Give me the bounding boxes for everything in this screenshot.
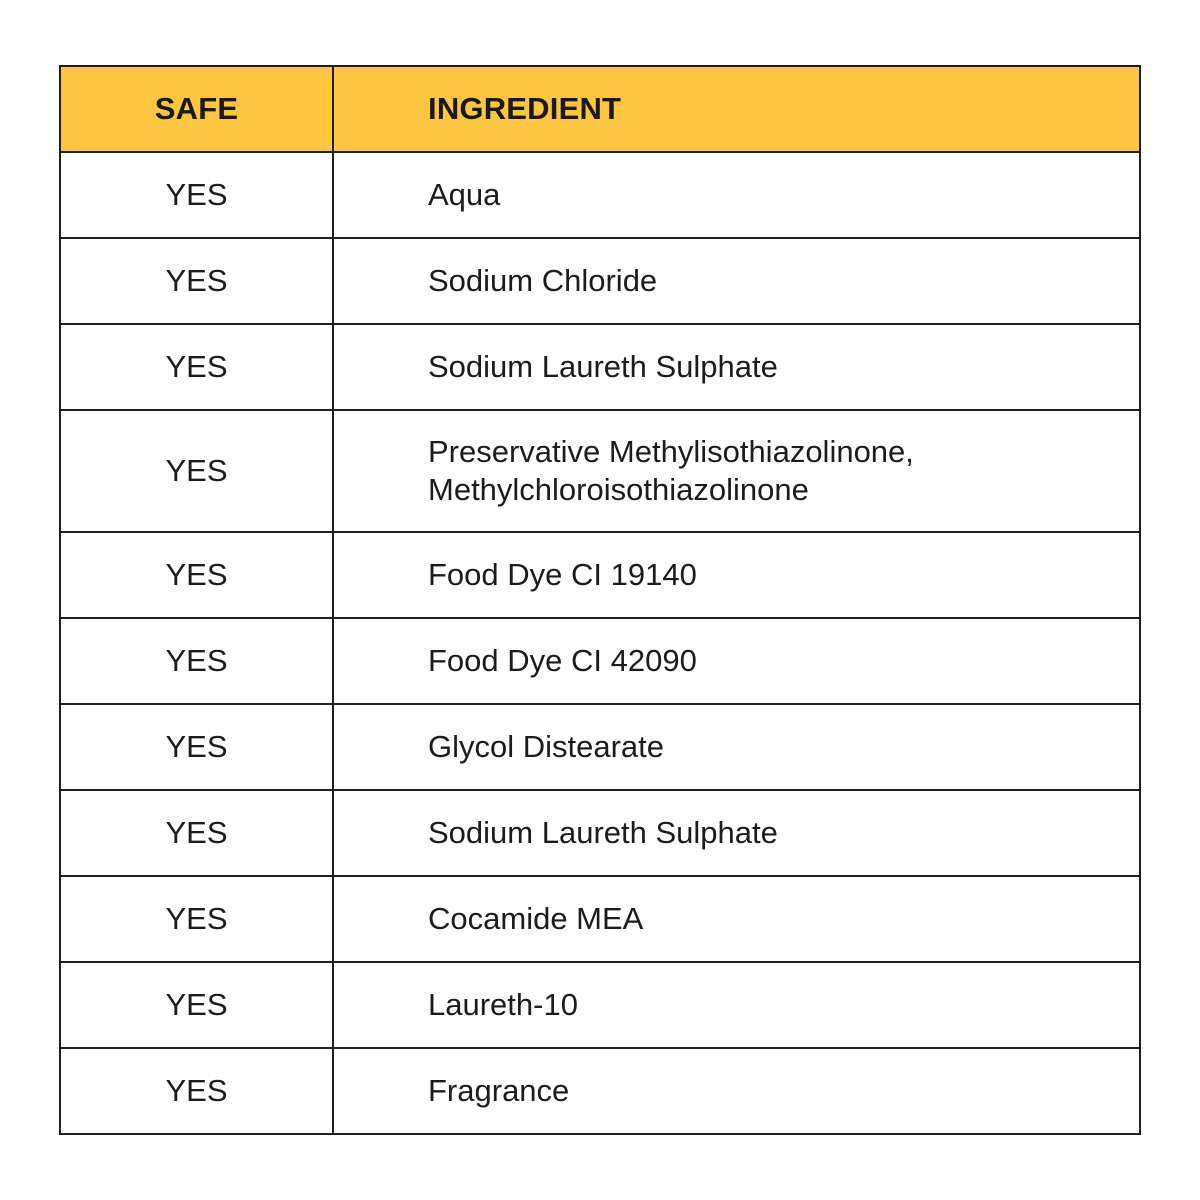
safe-cell: YES (60, 962, 333, 1048)
safe-cell: YES (60, 238, 333, 324)
table-row (60, 532, 1140, 618)
safe-cell: YES (60, 410, 333, 532)
safe-cell: YES (60, 790, 333, 876)
ingredient-cell: Sodium Laureth Sulphate (333, 790, 1140, 876)
ingredient-cell: Food Dye CI 42090 (333, 618, 1140, 704)
ingredient-safety-table (59, 65, 1141, 1135)
ingredient-cell: Cocamide MEA (333, 876, 1140, 962)
table-row (60, 962, 1140, 1048)
ingredient-cell: Laureth-10 (333, 962, 1140, 1048)
ingredient-cell (333, 410, 1140, 532)
safe-column-header: SAFE (60, 66, 333, 152)
safe-cell: YES (60, 618, 333, 704)
table-row (60, 876, 1140, 962)
table-row (60, 790, 1140, 876)
ingredient-cell: Fragrance (333, 1048, 1140, 1134)
ingredient-cell: Food Dye CI 19140 (333, 532, 1140, 618)
table-row (60, 324, 1140, 410)
safe-cell: YES (60, 704, 333, 790)
table-row (60, 1048, 1140, 1134)
table-row (60, 618, 1140, 704)
table-header-row (60, 66, 1140, 152)
ingredient-cell: Aqua (333, 152, 1140, 238)
ingredient-column-header: INGREDIENT (333, 66, 1140, 152)
ingredient-cell: Sodium Chloride (333, 238, 1140, 324)
ingredient-line: Methylchloroisothiazolinone (428, 472, 809, 507)
table-row (60, 704, 1140, 790)
safe-cell: YES (60, 324, 333, 410)
ingredient-cell: Glycol Distearate (333, 704, 1140, 790)
safe-cell: YES (60, 152, 333, 238)
table-row (60, 152, 1140, 238)
safe-cell: YES (60, 876, 333, 962)
table-row (60, 238, 1140, 324)
safe-cell: YES (60, 532, 333, 618)
safe-cell: YES (60, 1048, 333, 1134)
table-row (60, 410, 1140, 532)
ingredient-line: Preservative Methylisothiazolinone, (428, 434, 914, 469)
ingredient-cell: Sodium Laureth Sulphate (333, 324, 1140, 410)
